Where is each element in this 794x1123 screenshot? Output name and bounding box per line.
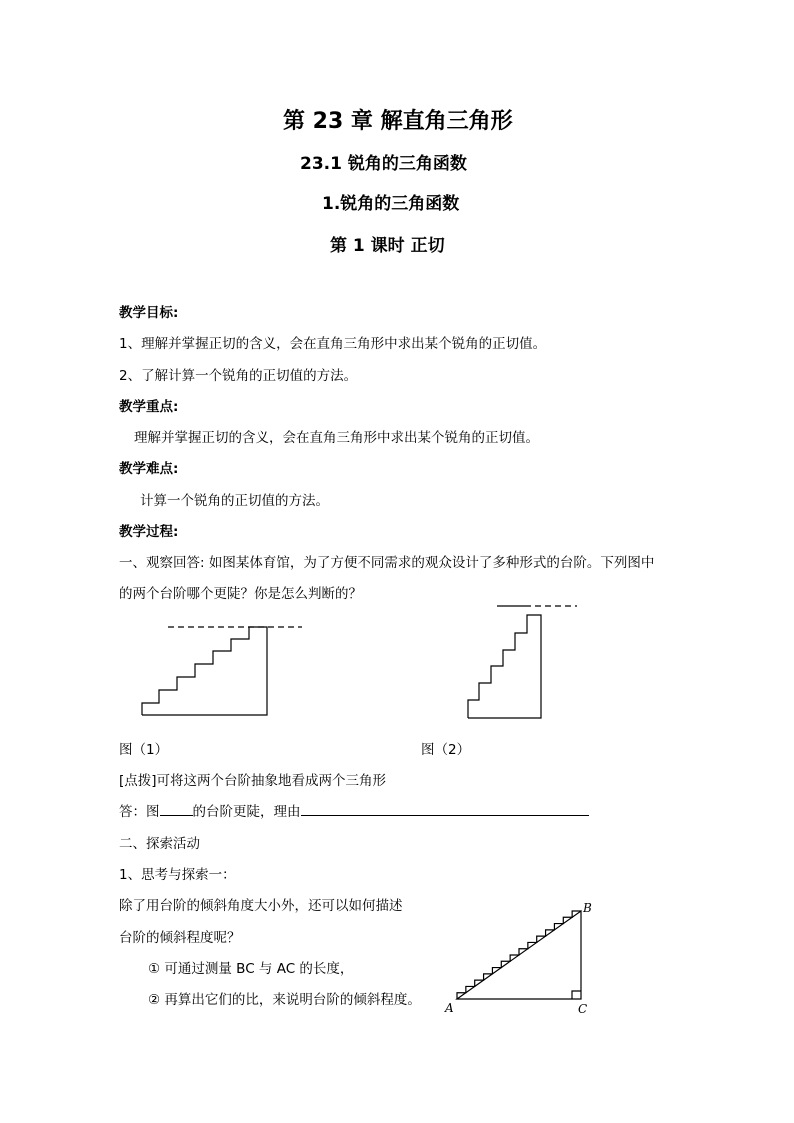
lesson-title: 第 1 课时 正切	[330, 236, 445, 256]
process-heading: 教学过程:	[119, 524, 179, 540]
subsection-title: 1.锐角的三角函数	[322, 194, 460, 214]
answer-figure-blank[interactable]	[160, 801, 193, 816]
part1-line1: 一、观察回答: 如图某体育馆，为了方便不同需求的观众设计了多种形式的台阶。下列图中	[119, 555, 655, 571]
difficulties-text: 计算一个锐角的正切值的方法。	[140, 493, 329, 509]
explore1-line2: 台阶的倾斜程度呢？	[119, 930, 241, 946]
answer-line	[119, 800, 589, 820]
figure2-caption: 图（2）	[421, 742, 471, 758]
objective-item-2: 2、了解计算一个锐角的正切值的方法。	[119, 368, 358, 384]
step-2: ② 再算出它们的比，来说明台阶的倾斜程度。	[148, 992, 421, 1008]
answer-middle: 的台阶更陡，理由	[192, 804, 301, 820]
answer-prefix: 答：图	[119, 804, 160, 820]
chapter-title: 第 23 章 解直角三角形	[283, 109, 513, 134]
difficulties-heading: 教学难点:	[119, 461, 179, 477]
right-triangle-stairs-figure	[440, 898, 600, 1020]
objective-item-1: 1、理解并掌握正切的含义，会在直角三角形中求出某个锐角的正切值。	[119, 336, 547, 352]
figure1-caption: 图（1）	[119, 742, 169, 758]
hint-text: [点拨]可将这两个台阶抽象地看成两个三角形	[119, 773, 387, 789]
explore1-line1: 除了用台阶的倾斜角度大小外，还可以如何描述	[119, 898, 403, 914]
staircase-figure-2	[465, 600, 580, 722]
step-1: ① 可通过测量 BC 与 AC 的长度，	[148, 961, 354, 977]
part1-line2: 的两个台阶哪个更陡？你是怎么判断的？	[119, 586, 362, 602]
key-points-heading: 教学重点:	[119, 399, 179, 415]
vertex-label-b: B	[583, 901, 592, 915]
section-title: 23.1 锐角的三角函数	[300, 154, 467, 174]
key-points-text: 理解并掌握正切的含义，会在直角三角形中求出某个锐角的正切值。	[134, 430, 539, 446]
part2-heading: 二、探索活动	[119, 836, 200, 852]
objectives-heading: 教学目标:	[119, 305, 179, 321]
vertex-label-a: A	[445, 1001, 454, 1015]
explore1-heading: 1、思考与探索一：	[119, 867, 236, 883]
answer-reason-blank[interactable]	[301, 801, 589, 816]
staircase-figure-1	[140, 620, 305, 720]
vertex-label-c: C	[578, 1002, 588, 1016]
